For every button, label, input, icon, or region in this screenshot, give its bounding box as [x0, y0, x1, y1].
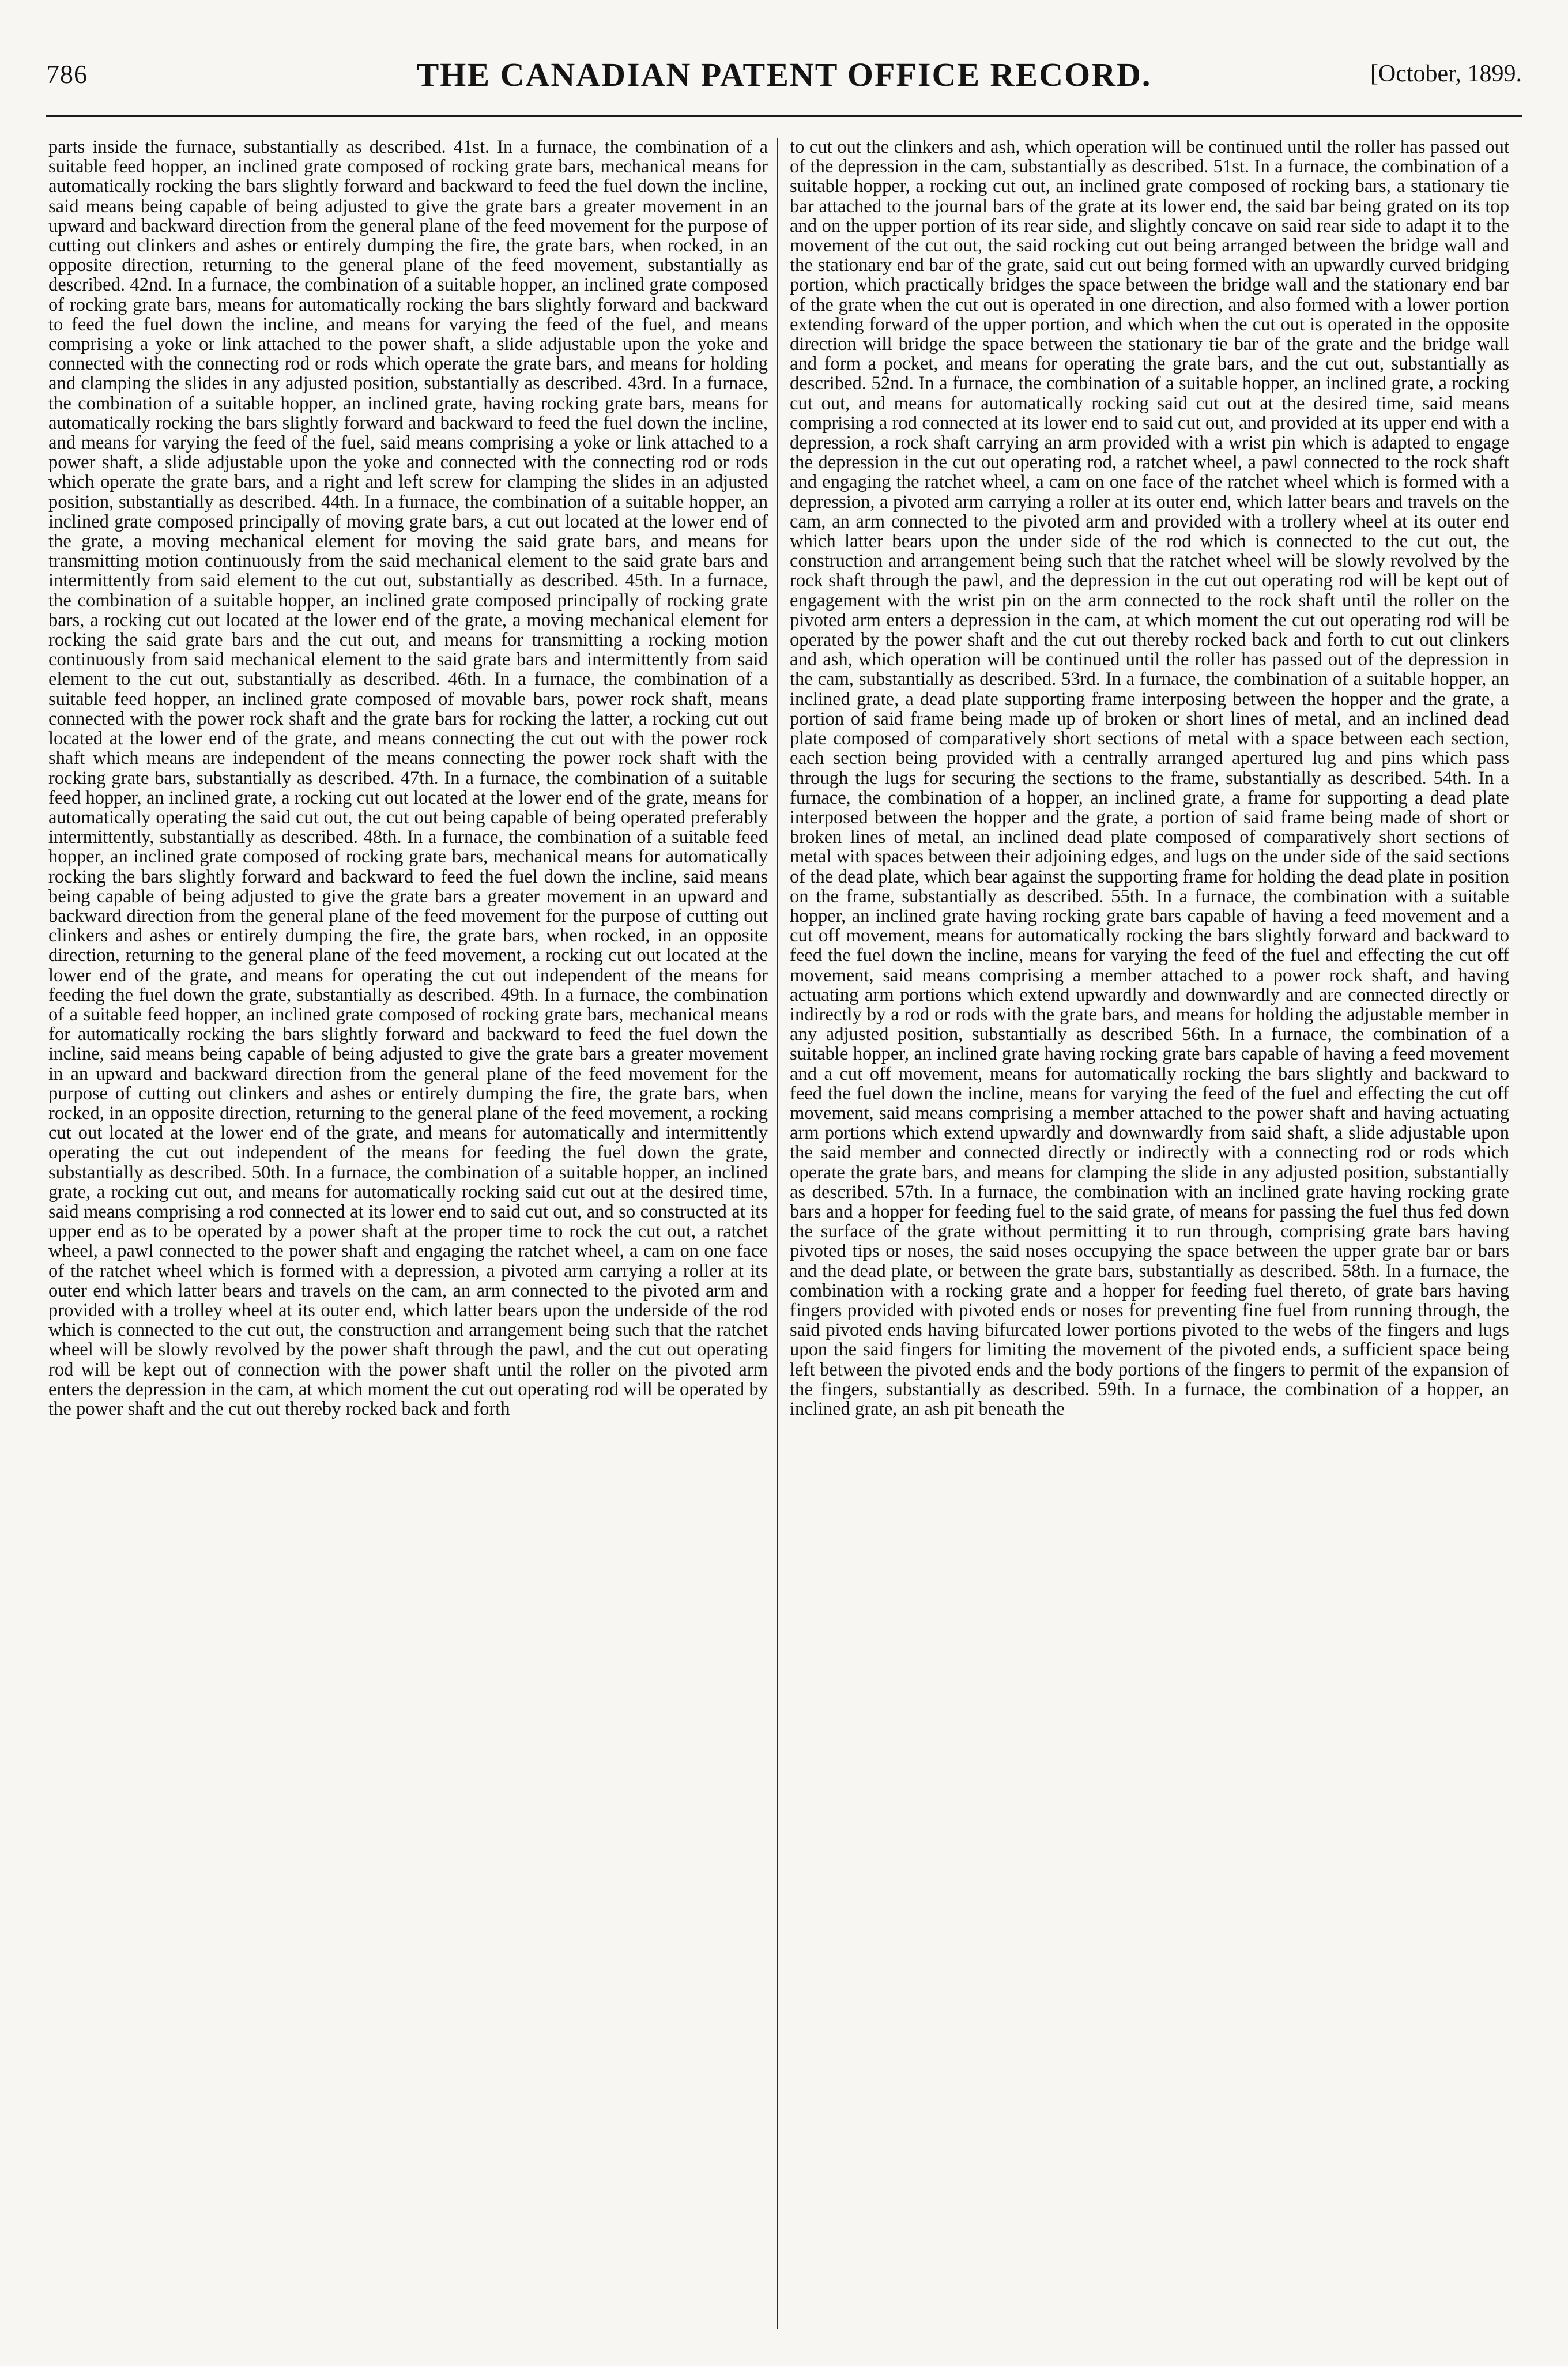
right-column-text: to cut out the clinkers and ash, which operation will be continued until the roller has passed out of the depression in the cam, substantially as described. 51st. In a furnace, the combination of a suitable hopper, a rocking cut out, an inclined grate composed of rocking bars, a stationary tie bar attached to the journal bars of the grate at its lower end, the said bar being grated on its top and on the upper portion of its rear side, and slightly concave on said rear side to adapt it to the movement of the cut out, the said rocking cut out being arranged between the bridge wall and the stationary end bar of the grate, said cut out being formed with an upwardly curved bridging portion, which practically bridges the space between the bridge wall and the stationary end bar of the grate when the cut out is operated in one direction, and also formed with a lower portion extending forward of the upper portion, and which when the cut out is operated in the opposite direction will bridge the space between the stationary tie bar of the grate and the bridge wall and form a pocket, and means for operating the grate bars, and the cut out, substantially as described. 52nd. In a furnace, the combination of a suitable hopper, an inclined grate, a rocking cut out, and means for automatically rocking said cut out at the desired time, said means comprising a rod connected at its lower end to said cut out, and provided at its upper end with a depression, a rock shaft carrying an arm provided with a wrist pin which is adapted to engage the depression in the cut out operating rod, a ratchet wheel, a pawl connected to the rock shaft and engaging the ratchet wheel, a cam on one face of the ratchet wheel which is formed with a depression, a pivoted arm carrying a roller at its outer end, which latter bears and travels on the cam, an arm connected to the pivoted arm and provided with a trollery wheel at its outer end which latter bears upon the under side of the rod which is connected to the cut out, the construction and arrangement being such that the ratchet wheel will be slowly revolved by the rock shaft through the pawl, and the depression in the cut out operating rod will be kept out of engagement with the wrist pin on the arm connected to the rock shaft until the roller on the pivoted arm enters a depression in the cam, at which moment the cut out operating rod will be operated by the power shaft and the cut out thereby rocked back and forth to cut out clinkers and ash, which operation will be continued until the roller has passed out of the depression in the cam, substantially as described. 53rd. In a furnace, the combination of a suitable hopper, an inclined grate, a dead plate supporting frame interposing between the hopper and the grate, a portion of said frame being made up of broken or short lines of metal, and an inclined dead plate composed of comparatively short sections of metal with a space between each section, each section being provided with a centrally arranged apertured lug and pins which pass through the lugs for securing the sections to the frame, substantially as described. 54th. In a furnace, the combination of a hopper, an inclined grate, a frame for supporting a dead plate interposed between the hopper and the grate, a portion of said frame being made of short or broken lines of metal, an inclined dead plate composed of comparatively short sections of metal with spaces between their adjoining edges, and lugs on the under side of the said sections of the dead plate, which bear against the supporting frame for holding the dead plate in position on the frame, substantially as described. 55th. In a furnace, the combination with a suitable hopper, an inclined grate having rocking grate bars capable of having a feed movement and a cut off movement, means for automatically rocking the bars slightly forward and backward to feed the fuel down the incline, means for varying the feed of the fuel and effecting the cut off movement, said means comprising a member attached to a power rock shaft, and having actuating arm portions which extend upwardly and downwardly and are connected directly or indirectly by a rod or rods with the grate bars, and means for holding the adjustable member in any adjusted position, substantially as described 56th. In a furnace, the combination of a suitable hopper, an inclined grate having rocking grate bars capable of having a feed movement and a cut off movement, means for automatically rocking the bars slightly and backward to feed the fuel down the incline, means for varying the feed of the fuel and effecting the cut off movement, said means comprising a member attached to the power shaft and having actuating arm portions which extend upwardly and downwardly from said shaft, a slide adjustable upon the said member and connected directly or indirectly with a connecting rod or rods which operate the grate bars, and means for clamping the slide in any adjusted position, substantially as described. 57th. In a furnace, the combination with an inclined grate having rocking grate bars and a hopper for feeding fuel to the said grate, of means for passing the fuel thus fed down the surface of the grate without permitting it to run through, comprising grate bars having pivoted tips or noses, the said noses occupying the space between the upper grate bar or bars and the dead plate, or between the grate bars, substantially as described. 58th. In a furnace, the combination with a rocking grate and a hopper for feeding fuel thereto, of grate bars having fingers provided with pivoted ends or noses for preventing fine fuel from running through, the said pivoted ends having bifurcated lower portions pivoted to the webs of the fingers and lugs upon the said fingers for limiting the movement of the pivoted ends, a sufficient space being left between the pivoted ends and the body portions of the fingers to permit of the expansion of the fingers, substantially as described. 59th. In a furnace, the combination of a hopper, an inclined grate, an ash pit beneath the [790, 137, 1509, 1419]
page-header [46, 55, 1522, 101]
header-rule [46, 115, 1522, 117]
issue-date: [October, 1899. [1370, 61, 1522, 87]
journal-title: THE CANADIAN PATENT OFFICE RECORD. [416, 56, 1152, 93]
column-divider [777, 138, 778, 2329]
left-column-text: parts inside the furnace, substantially as described. 41st. In a furnace, the combination of a suitable feed hopper, an inclined grate composed of rocking grate bars, mechanical means for automatically rocking the bars slightly forward and backward to feed the fuel down the incline, said means being capable of being adjusted to give the grate bars a greater movement in an upward and backward direction from the general plane of the feed movement for the purpose of cutting out clinkers and ashes or entirely dumping the fire, the grate bars, when rocked, in an opposite direction, returning to the general plane of the feed movement, substantially as described. 42nd. In a furnace, the combination of a suitable hopper, an inclined grate composed of rocking grate bars, means for automatically rocking the bars slightly forward and backward to feed the fuel down the incline, and means for varying the feed of the fuel, and means comprising a yoke or link attached to the power shaft, a slide adjustable upon the yoke and connected with the connecting rod or rods which operate the grate bars, and means for holding and clamping the slides in any adjusted position, substantially as described. 43rd. In a furnace, the combination of a suitable hopper, an inclined grate, having rocking grate bars, means for automatically rocking the bars slightly forward and backward to feed the fuel down the incline, and means for varying the feed of the fuel, said means comprising a yoke or link attached to a power shaft, a slide adjustable upon the yoke and connected with the connecting rod or rods which operate the grate bars, and a right and left screw for clamping the slides in an adjusted position, substantially as described. 44th. In a furnace, the combination of a suitable hopper, an inclined grate composed principally of moving grate bars, a cut out located at the lower end of the grate, a moving mechanical element for moving the said grate bars, and means for transmitting motion continuously from the said mechanical element to the said grate bars and intermittently from said element to the cut out, substantially as described. 45th. In a furnace, the combination of a suitable hopper, an inclined grate composed principally of rocking grate bars, a rocking cut out located at the lower end of the grate, a moving mechanical element for rocking the said grate bars and the cut out, and means for transmitting a rocking motion continuously from said mechanical element to the said grate bars and intermittently from said element to the cut out, substantially as described. 46th. In a furnace, the combination of a suitable feed hopper, an inclined grate composed of movable bars, power rock shaft, means connected with the power rock shaft and the grate bars for rocking the latter, a rocking cut out located at the lower end of the grate, and means connecting the cut out with the power rock shaft which means are independent of the means connecting the power rock shaft with the rocking grate bars, substantially as described. 47th. In a furnace, the combination of a suitable feed hopper, an inclined grate, a rocking cut out located at the lower end of the grate, means for automatically operating the said cut out, the cut out being capable of being operated preferably intermittently, substantially as described. 48th. In a furnace, the combination of a suitable feed hopper, an inclined grate composed of rocking grate bars, mechanical means for automatically rocking the bars slightly forward and backward to feed the fuel down the incline, said means being capable of being adjusted to give the grate bars a greater movement in an upward and backward direction from the general plane of the feed movement for the purpose of cutting out clinkers and ashes or entirely dumping the fire, the grate bars, when rocked, in an opposite direction, returning to the general plane of the feed movement, a rocking cut out located at the lower end of the grate, and means for operating the cut out independent of the means for feeding the fuel down the grate, substantially as described. 49th. In a furnace, the combination of a suitable feed hopper, an inclined grate composed of rocking grate bars, mechanical means for automatically rocking the bars slightly forward and backward to feed the fuel down the incline, said means being capable of being adjusted to give the grate bars a greater movement in an upward and backward direction from the general plane of the feed movement for the purpose of cutting out clinkers and ashes or entirely dumping the fire, the grate bars, when rocked, in an opposite direction, returning to the general plane of the feed movement, a rocking cut out located at the lower end of the grate, and means for automatically and intermittently operating the cut out independent of the means for feeding the fuel down the grate, substantially as described. 50th. In a furnace, the combination of a suitable hopper, an inclined grate, a rocking cut out, and means for automatically rocking said cut out at the desired time, said means comprising a rod connected at its lower end to said cut out, and so constructed at its upper end as to be operated by a power shaft at the proper time to rock the cut out, a ratchet wheel, a pawl connected to the power shaft and engaging the ratchet wheel, a cam on one face of the ratchet wheel which is formed with a depression, a pivoted arm carrying a roller at its outer end which latter bears and travels on the cam, an arm connected to the pivoted arm and provided with a trolley wheel at its outer end, which latter bears upon the underside of the rod which is connected to the cut out, the construction and arrangement being such that the ratchet wheel will be slowly revolved by the power shaft through the pawl, and the cut out operating rod will be kept out of connection with the power shaft until the roller on the pivoted arm enters the depression in the cam, at which moment the cut out operating rod will be operated by the power shaft and the cut out thereby rocked back and forth [48, 137, 768, 1419]
page-number: 786 [46, 59, 88, 89]
right-column [790, 137, 1509, 2334]
left-column [48, 137, 768, 2334]
